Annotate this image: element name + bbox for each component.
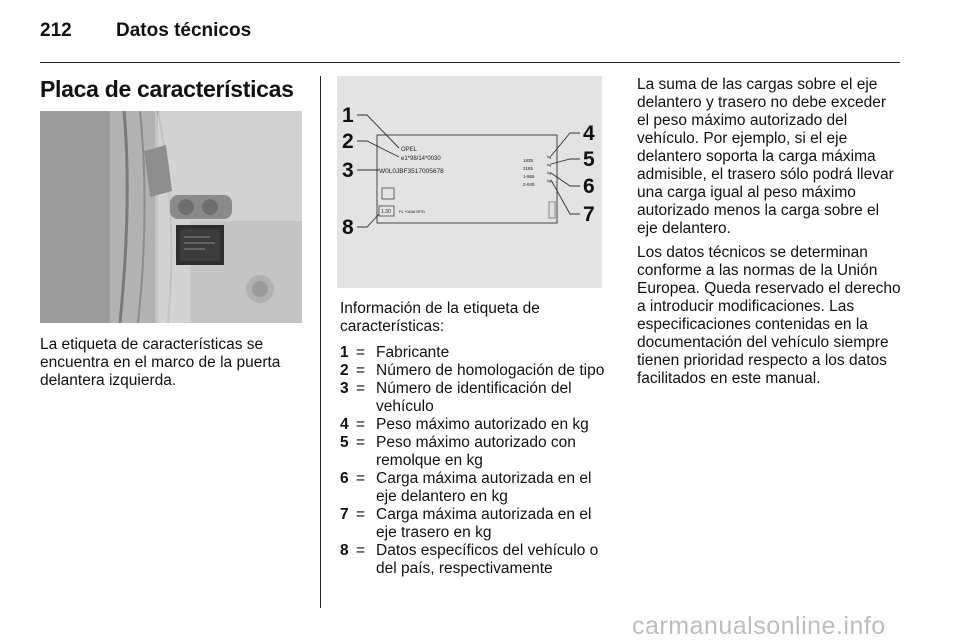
plate-footer: PL *0636 RPD: [399, 209, 425, 214]
section-title: Placa de características: [40, 76, 294, 102]
technical-data-paragraph: Los datos técnicos se determinan conforme a las normas de la Unión Europea. Queda reservado el derecho a introducir modificaciones. Las especificaciones contenidas en la documentación del vehículo siempre tienen prioridad respecto a los datos facilitados en este manual.: [637, 244, 901, 387]
legend-number: 1: [340, 344, 349, 361]
legend-description: Peso máximo autorizado con remolque en kg: [376, 434, 576, 469]
callout-4: 4: [583, 122, 595, 145]
plate-unit-4: kg: [547, 178, 552, 183]
legend-description: Fabricante: [376, 344, 450, 361]
plate-unit-3: kg: [547, 170, 552, 175]
legend-equals: =: [356, 542, 366, 559]
plate-weight-3: 1-955: [523, 174, 535, 179]
legend-number: 2: [340, 362, 349, 379]
plate-unit-1: kg: [547, 154, 552, 159]
page-number: 212: [40, 20, 72, 41]
plate-weight-2: 3185: [523, 166, 534, 171]
callout-8: 8: [342, 216, 354, 239]
callout-6: 6: [583, 175, 595, 198]
legend-equals: =: [356, 416, 366, 433]
legend-item: [340, 362, 605, 380]
plate-unit-2: kg: [547, 162, 552, 167]
legend-equals: =: [356, 362, 366, 379]
legend-number: 6: [340, 470, 349, 487]
legend-intro: Información de la etiqueta de características:: [340, 300, 540, 335]
plate-location-text: La etiqueta de características se encuentra en el marco de la puerta delantera izquierda.: [40, 336, 281, 389]
label-drawing: [337, 76, 602, 288]
legend-item: [340, 344, 605, 362]
legend-description: Carga máxima autorizada en el eje delantero en kg: [376, 470, 592, 505]
legend-item: [340, 542, 605, 578]
legend-description: Datos específicos del vehículo o del país, respectivamente: [376, 542, 599, 577]
legend-description: Número de identificación del vehículo: [376, 380, 572, 415]
legend-equals: =: [356, 470, 366, 487]
door-pillar-photo: [40, 111, 302, 323]
column-divider: [320, 76, 321, 608]
callout-5: 5: [583, 148, 595, 171]
legend-equals: =: [356, 506, 366, 523]
legend-number: 7: [340, 506, 349, 523]
plate-vin: W0L0JBF3517005678: [379, 168, 444, 175]
legend-item: [340, 416, 605, 434]
plate-weight-4: 2-845: [523, 182, 535, 187]
door-pillar-illustration: [40, 111, 302, 323]
plate-label-diagram: [337, 76, 602, 288]
callout-2: 2: [342, 130, 354, 153]
legend-item: [340, 506, 605, 542]
plate-weight-1: 1835: [523, 158, 534, 163]
legend-equals: =: [356, 380, 366, 397]
legend-item: [340, 434, 605, 470]
chapter-title: Datos técnicos: [116, 20, 252, 41]
plate-code: 1.30: [381, 209, 391, 215]
callout-7: 7: [583, 203, 595, 226]
legend-equals: =: [356, 434, 366, 451]
legend-number: 3: [340, 380, 349, 397]
callout-3: 3: [342, 159, 354, 182]
legend-number: 4: [340, 416, 349, 433]
legend-description: Número de homologación de tipo: [376, 362, 605, 379]
legend-list: [340, 344, 605, 578]
axle-load-paragraph: La suma de las cargas sobre el eje delantero y trasero no debe exceder el peso máximo autorizado del vehículo. Por ejemplo, si el eje delantero soporta la carga máxima admisible, el trasero sólo podrá llevar una carga igual al peso máximo autorizado menos la carga sobre el eje delantero.: [637, 76, 894, 237]
legend-description: Carga máxima autorizada en el eje trasero en kg: [376, 506, 592, 541]
plate-maker: OPEL: [401, 147, 418, 153]
legend-description: Peso máximo autorizado en kg: [376, 416, 589, 433]
legend-item: [340, 380, 605, 416]
plate-approval: e1*98/14*0030: [401, 156, 441, 162]
watermark: carmanualsonline.info: [632, 612, 886, 640]
legend-number: 5: [340, 434, 349, 451]
legend-equals: =: [356, 344, 366, 361]
legend-item: [340, 470, 605, 506]
header-rule: [40, 62, 900, 63]
callout-1: 1: [342, 104, 354, 127]
legend-number: 8: [340, 542, 349, 559]
